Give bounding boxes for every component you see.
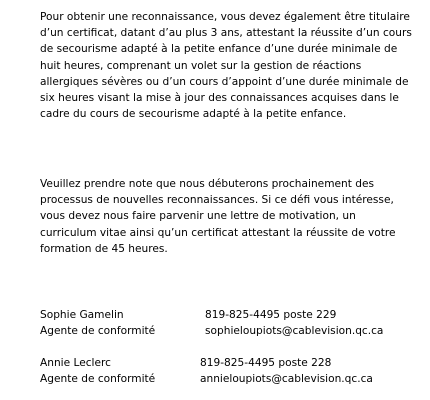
- paragraph-certificate-requirement: Pour obtenir une reconnaissance, vous devez également être titulaire d’un certificat, datant d’au plus 3 ans, attestant la réussite d’un cours de secourisme adapté à la petite enfance d’une durée minimale de huit heures, comprenant un volet sur la gestion de réactions allergiques sévères ou d’un cours d’appoint d’une durée minimale de six heures visant la mise à jour des connaissances acquises dans le cadre du cours de secourisme adapté à la petite enfance.: [40, 11, 412, 121]
- contact-phone: 819-825-4495 poste 229: [205, 309, 337, 321]
- contact-name: Sophie Gamelin: [40, 309, 124, 321]
- contact-phone: 819-825-4495 poste 228: [200, 357, 332, 369]
- paragraph-new-recognitions: Veuillez prendre note que nous débuterons prochainement des processus de nouvelles reconnaissances. Si ce défi vous intéresse, vous devez nous faire parvenir une lettre de motivation, un curriculum vitae ainsi qu’un certificat attestant la réussite de votre formation de 45 heures.: [40, 178, 396, 255]
- contact-email: annieloupiots@cablevision.qc.ca: [200, 373, 373, 385]
- contact-name: Annie Leclerc: [40, 357, 111, 369]
- contact-role: Agente de conformité: [40, 325, 156, 337]
- contact-role: Agente de conformité: [40, 373, 156, 385]
- contact-email: sophieloupiots@cablevision.qc.ca: [205, 325, 384, 337]
